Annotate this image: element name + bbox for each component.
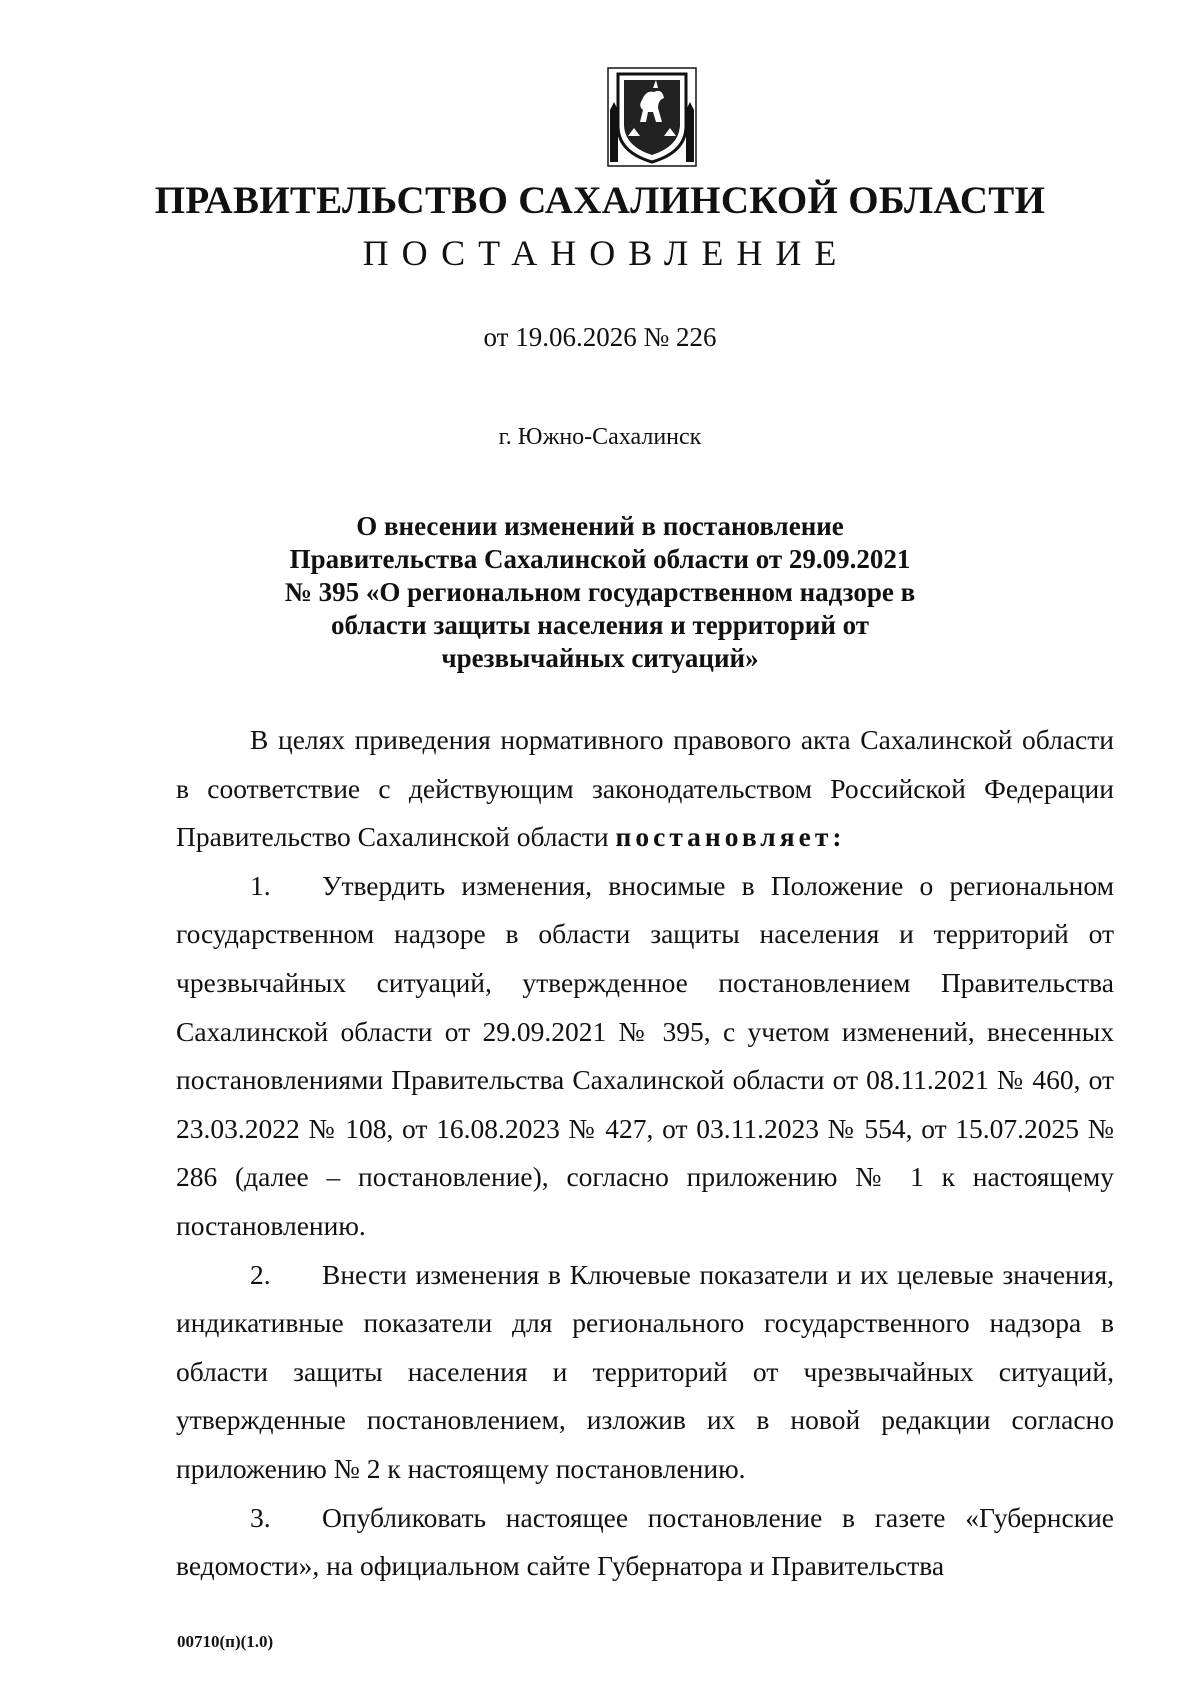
item-text: Утвердить изменения, вносимые в Положение о региональном государственном надзоре в области защиты населения и территорий от чрезвычайных ситуаций, утвержденное постановлением Правительства Сахалинской области от 29.09.2021 № 395, с учетом изменений, внесенных постановлениями Правительства Сахалинской области от 08.11.2021 № 460, от 23.03.2022 № 108, от 16.08.2023 № 427, от 03.11.2023 № 554, от 15.07.2025 № 286 (далее – постановление), согласно приложению № 1 к настоящему постановлению. [176, 869, 1114, 1241]
city-of-issue: г. Южно-Сахалинск [498, 424, 702, 450]
item-text: Внести изменения в Ключевые показатели и их целевые значения, индикативные показатели для регионального государственного надзора в области защиты населения и территорий от чрезвычайных ситуаций, утвержденные постановлением, изложив их в новой редакции согласно приложению № 2 к настоящему постановлению. [176, 1258, 1114, 1484]
document-date-number: от 19.06.2026 № 226 [483, 322, 717, 352]
list-item [176, 1494, 1114, 1591]
title-line: чрезвычайных ситуаций» [441, 643, 759, 673]
preamble-paragraph [176, 716, 1114, 862]
document-type: ПОСТАНОВЛЕНИЕ [362, 233, 850, 273]
title-line: № 395 «О региональном государственном надзоре в [284, 577, 916, 607]
title-line: Правительства Сахалинской области от 29.09.2021 [289, 544, 911, 574]
item-number: 3. [250, 1501, 271, 1533]
list-item [176, 1251, 1114, 1494]
form-code: 00710(п)(1.0) [177, 1632, 274, 1651]
preamble-text: В целях приведения нормативного правового акта Сахалинской области в соответствие с действующим законодательством Российской Федерации Правительство Сахалинской области [176, 724, 1114, 853]
title-line: О внесении изменений в постановление [356, 511, 844, 541]
title-line: области защиты населения и территорий от [330, 610, 870, 640]
item-number: 1. [250, 869, 271, 901]
document-body [176, 716, 1114, 1591]
item-text: Опубликовать настоящее постановление в газете «Губернские ведомости», на официальном сайте Губернатора и Правительства [176, 1501, 1114, 1582]
item-number: 2. [250, 1258, 271, 1290]
sakhalin-coat-of-arms-emblem [606, 66, 698, 170]
preamble-keyword: постановляет: [615, 821, 846, 853]
list-item [176, 862, 1114, 1251]
organization-name: ПРАВИТЕЛЬСТВО САХАЛИНСКОЙ ОБЛАСТИ [154, 179, 1046, 222]
document-title [250, 510, 950, 675]
